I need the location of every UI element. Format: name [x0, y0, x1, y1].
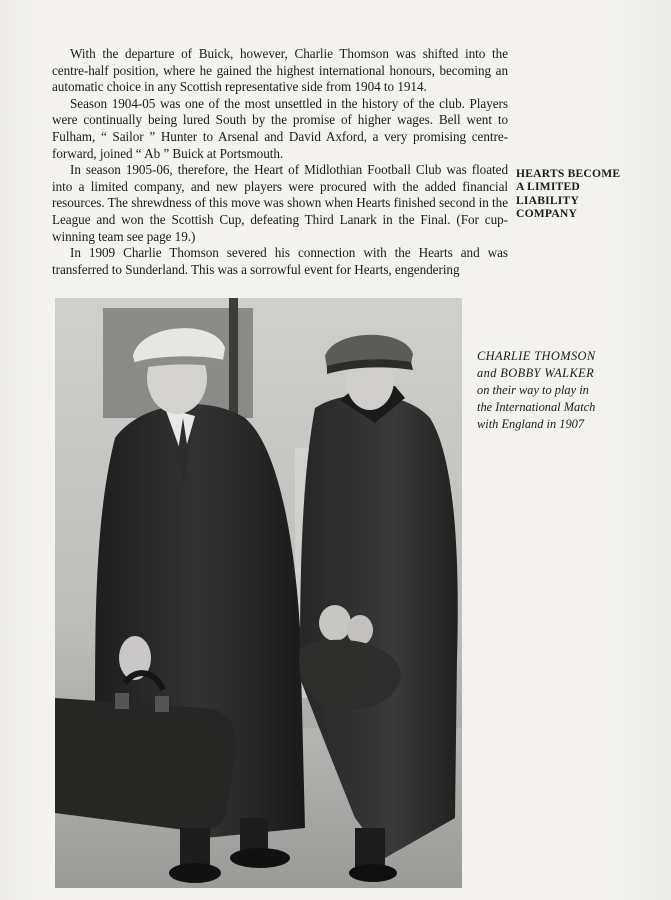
paragraph-2: Season 1904-05 was one of the most unsettled in the history of the club. Players were continually being lured South by the promise of higher wages. Bell went to Fulham, “ Sailor ” Hunter to Arsenal and David Axford, a very promising centre-forward, joined “ Ab ” Buick at Portsmouth. [52, 95, 508, 161]
paragraph-3: In season 1905-06, therefore, the Heart of Midlothian Football Club was floated into a limited company, and new players were procured with the added financial resources. The shrewdness of this move was shown when Hearts finished second in the League and won the Scottish Cup, defeating Third Lanark in the Final. (For cup-winning team see page 19.) [52, 162, 508, 244]
paragraph-4: In 1909 Charlie Thomson severed his connection with the Hearts and was transferred to Sunderland. This was a sorrowful event for Hearts, engendering [52, 245, 508, 277]
margin-heading-line: A LIMITED [516, 180, 580, 194]
caption-line: CHARLIE THOMSON [477, 349, 596, 363]
margin-heading-line: COMPANY [516, 207, 578, 221]
photo-illustration [55, 298, 462, 888]
body-text [52, 46, 508, 278]
photo-caption [477, 348, 647, 433]
caption-line: with England in 1907 [477, 417, 585, 431]
black-and-white-photo [55, 298, 462, 888]
caption-line: the International Match [477, 400, 596, 414]
caption-line: on their way to play in [477, 383, 589, 397]
margin-heading-line: LIABILITY [516, 193, 580, 207]
margin-heading-line: HEARTS BECOME [516, 167, 621, 180]
caption-line: and BOBBY WALKER [477, 366, 595, 380]
paragraph-1: With the departure of Buick, however, Charlie Thomson was shifted into the centre-half position, where he gained the highest international honours, becoming an automatic choice in any Scottish representative side from 1904 to 1914. [52, 46, 508, 95]
margin-heading [516, 167, 636, 221]
